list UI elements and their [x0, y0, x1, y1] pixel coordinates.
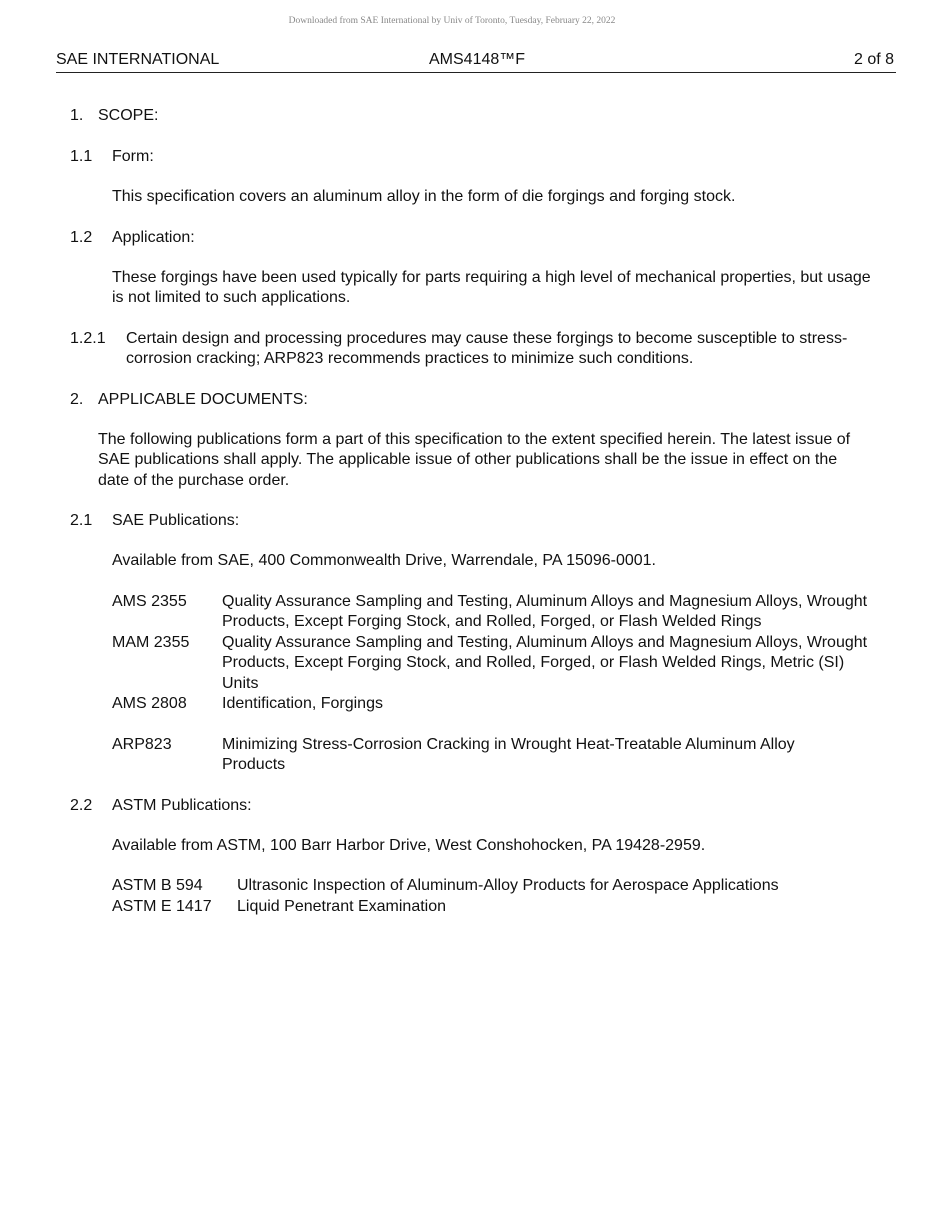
doc-code: AMS 2808: [112, 695, 187, 712]
section-title: Form:: [112, 148, 154, 165]
doc-code: MAM 2355: [112, 633, 190, 651]
header-page-number: 2 of 8: [853, 51, 894, 68]
doc-ref-row: [0, 897, 950, 918]
section-number: 1.2.1: [70, 329, 106, 347]
header-doc-number: AMS4148™F: [429, 51, 526, 68]
page-header: [56, 50, 896, 73]
section-title: SAE Publications:: [112, 512, 240, 529]
section-2-1-heading: [0, 511, 950, 531]
doc-title: Liquid Penetrant Examination: [237, 897, 447, 915]
section-title: SCOPE:: [98, 107, 159, 124]
astm-availability: Available from ASTM, 100 Barr Harbor Drive, West Conshohocken, PA 19428-2959.: [112, 836, 706, 854]
section-2-body: The following publications form a part of this specification to the extent specified herein. The latest issue of SAE publications shall apply. The applicable issue of other publications shall be the issue in effect on the date of the purchase order.: [98, 430, 851, 489]
section-number: 1.1: [70, 148, 93, 165]
section-1-heading: [0, 106, 950, 126]
section-number: 2.: [70, 390, 84, 408]
doc-title: Minimizing Stress-Corrosion Cracking in Wrought Heat-Treatable Aluminum Alloy Products: [222, 735, 795, 773]
section-number: 1.2: [70, 228, 93, 246]
section-number: 1.: [70, 107, 84, 124]
section-number: 2.1: [70, 512, 93, 529]
doc-code: ARP823: [112, 735, 172, 753]
doc-title: Quality Assurance Sampling and Testing, Aluminum Alloys and Magnesium Alloys, Wrought Products, Except Forging Stock, and Rolled, Forged, or Flash Welded Rings: [222, 592, 868, 630]
section-title: APPLICABLE DOCUMENTS:: [98, 390, 308, 408]
doc-ref-row: [0, 876, 950, 897]
section-1-2-1: [0, 329, 950, 370]
section-1-2-heading: [0, 228, 950, 248]
doc-title: Identification, Forgings: [222, 695, 383, 712]
header-publisher: SAE INTERNATIONAL: [56, 51, 220, 68]
doc-ref-row: [0, 735, 950, 776]
section-1-2-1-body: Certain design and processing procedures may cause these forgings to become susceptible to stress-corrosion cracking; ARP823 recommends practices to minimize such conditions.: [126, 329, 848, 367]
section-2-2-heading: [0, 796, 950, 816]
doc-code: ASTM E 1417: [112, 897, 212, 915]
doc-code: ASTM B 594: [112, 877, 203, 894]
section-1-1-body: This specification covers an aluminum alloy in the form of die forgings and forging stock.: [112, 188, 736, 205]
doc-title: Quality Assurance Sampling and Testing, Aluminum Alloys and Magnesium Alloys, Wrought Products, Except Forging Stock, and Rolled, Forged, or Flash Welded Rings, Metric (SI) Units: [222, 633, 868, 692]
section-1-2-body: These forgings have been used typically for parts requiring a high level of mechanical properties, but usage is not limited to such applications.: [112, 268, 871, 306]
download-watermark: Downloaded from SAE International by Univ of Toronto, Tuesday, February 22, 2022: [288, 16, 616, 26]
sae-availability: Available from SAE, 400 Commonwealth Drive, Warrendale, PA 15096-0001.: [112, 552, 656, 569]
section-2-heading: [0, 390, 950, 410]
doc-code: AMS 2355: [112, 592, 187, 610]
section-title: Application:: [112, 228, 195, 246]
doc-ref-row: [0, 694, 950, 715]
section-title: ASTM Publications:: [112, 796, 252, 814]
section-1-1-heading: [0, 147, 950, 167]
doc-ref-row: [0, 592, 950, 633]
section-number: 2.2: [70, 796, 93, 814]
doc-title: Ultrasonic Inspection of Aluminum-Alloy Products for Aerospace Applications: [237, 877, 779, 894]
doc-ref-row: [0, 633, 950, 695]
document-body: [0, 106, 950, 917]
